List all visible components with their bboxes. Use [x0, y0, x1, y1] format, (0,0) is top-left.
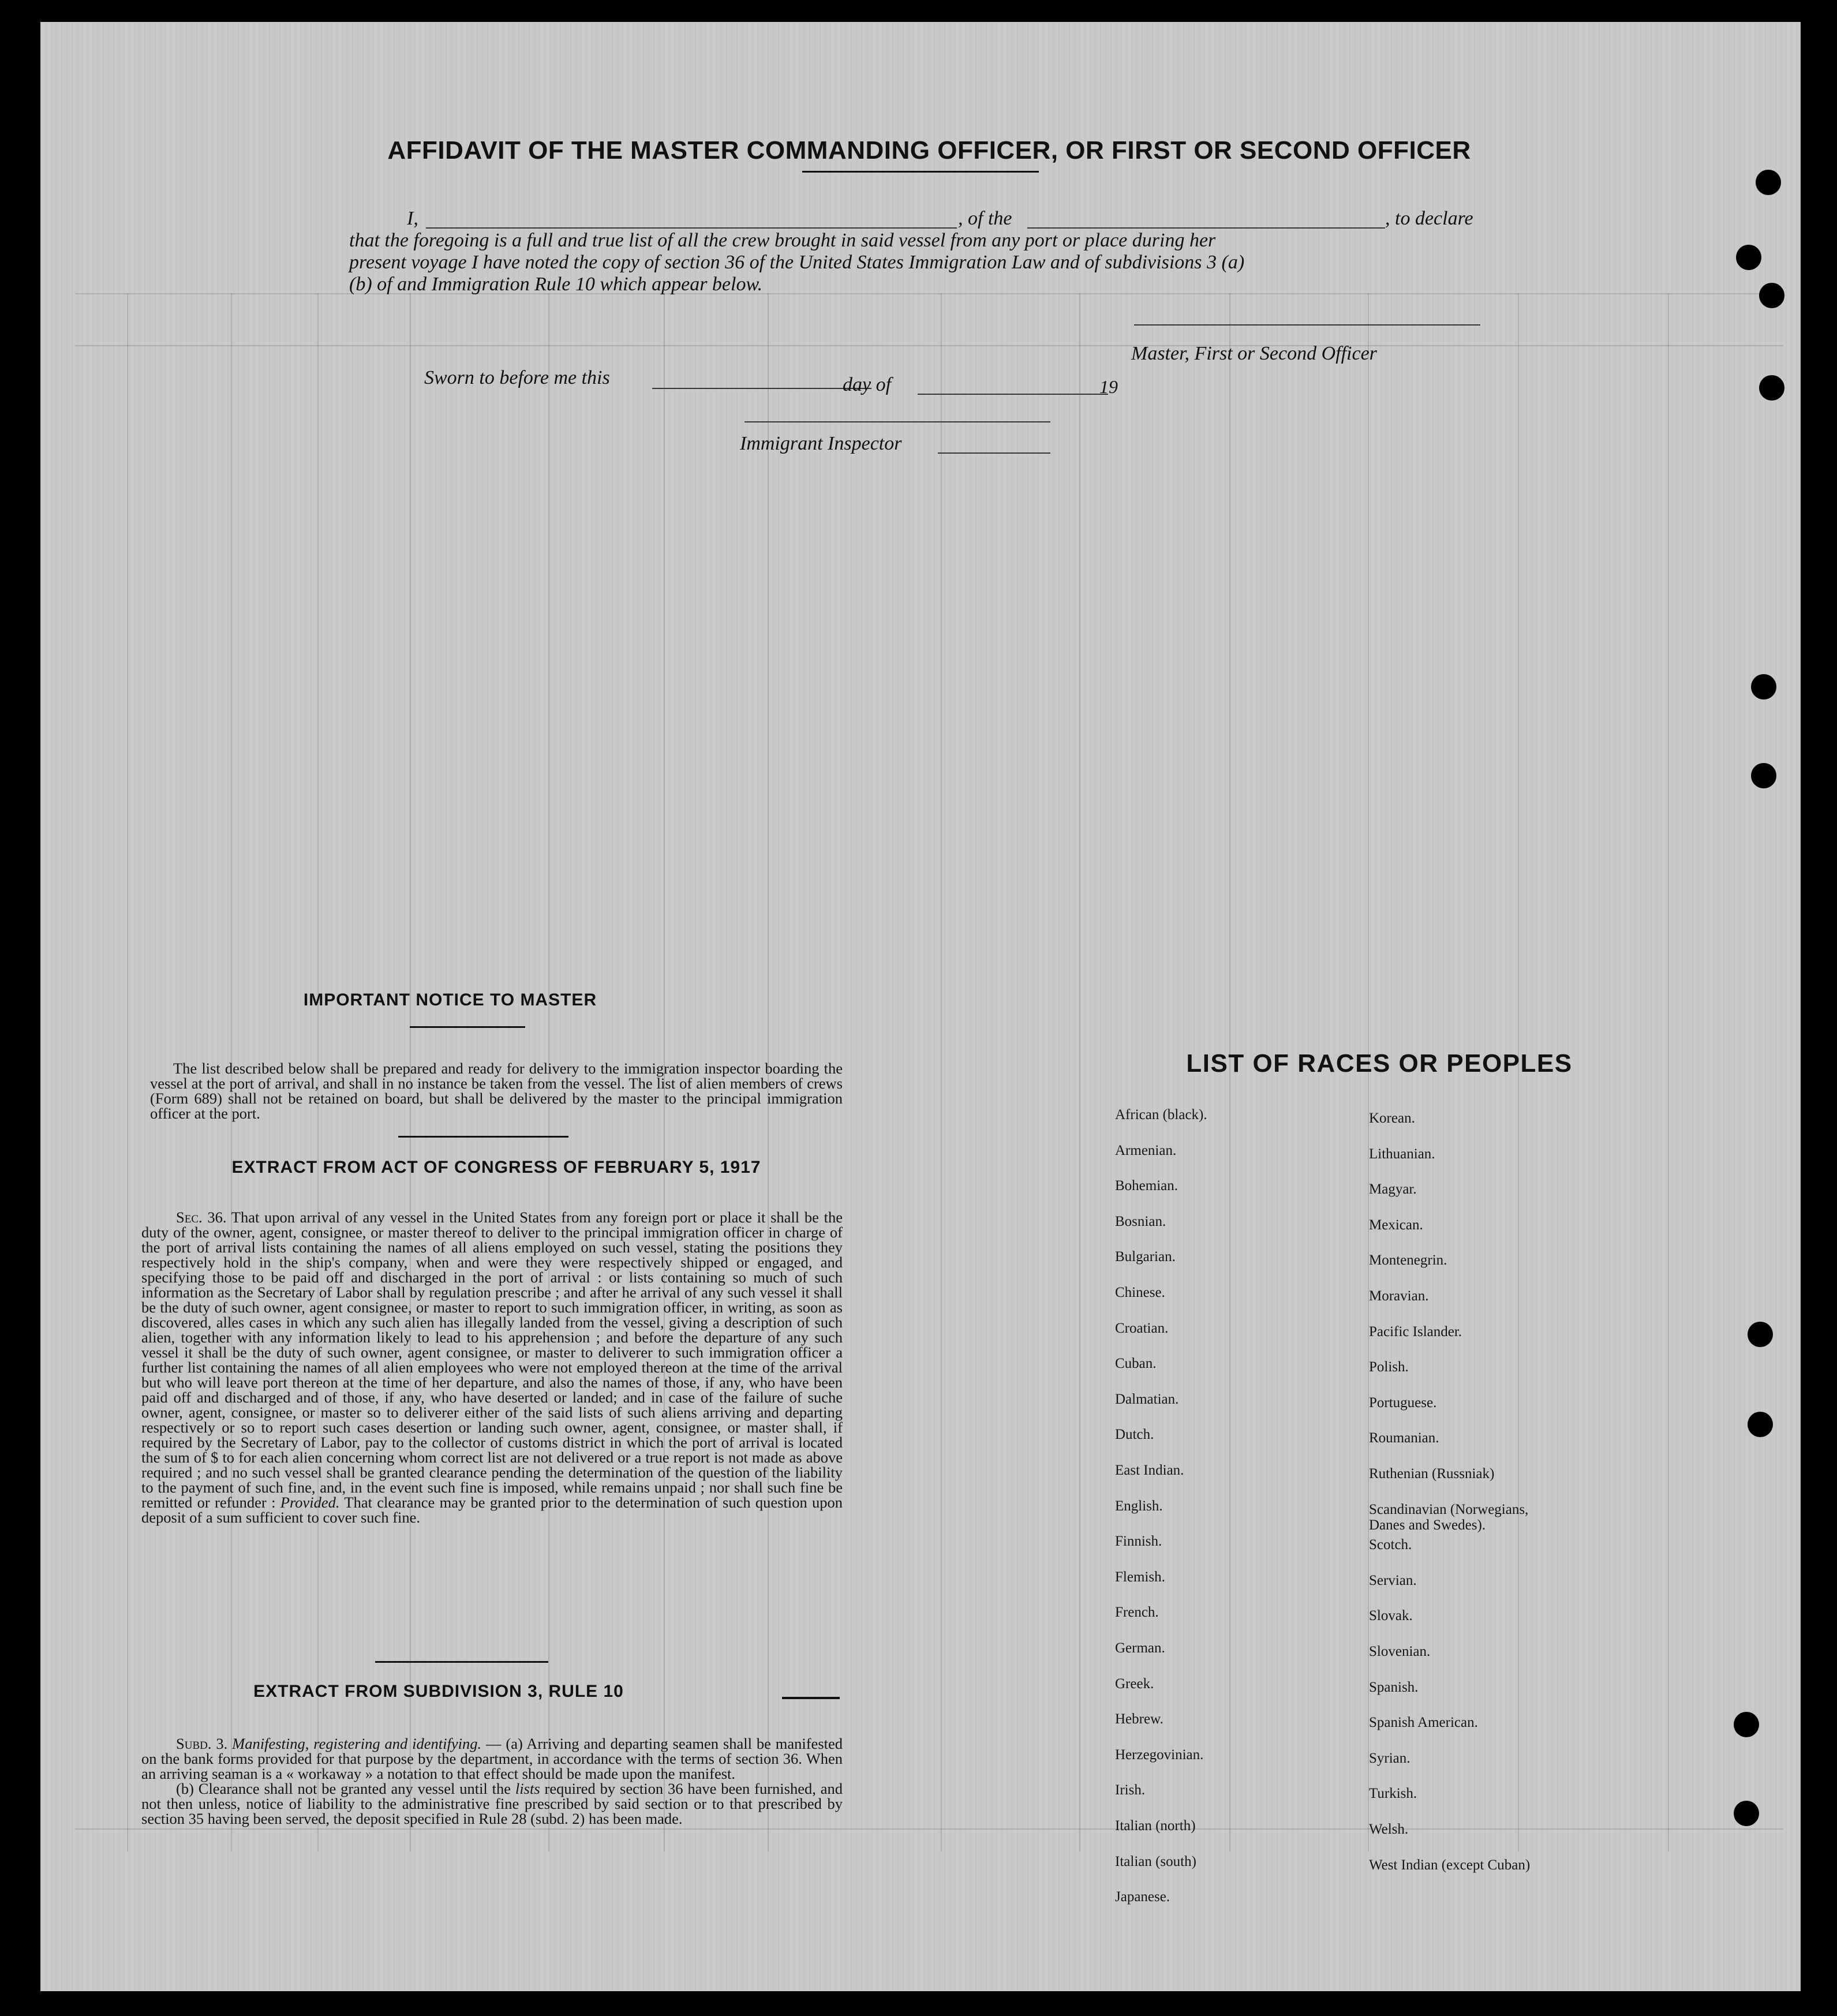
affidavit-line1-end: , to declare [1385, 208, 1473, 229]
race-item: Herzegovinian. [1115, 1746, 1204, 1763]
notice-text [150, 1061, 843, 1121]
ghost-rule [75, 293, 1783, 294]
rule-para-b-end: required by section 36 have been furnished, and not then unless, notice of liability to the administrative fine prescribed by said section or to that prescribed by section 35 having been served, the deposit specified in Rule 28 (subd. 2) has been made. [141, 1780, 843, 1827]
rule-para-b-start: (b) Clearance shall not be granted any vessel until the [176, 1780, 511, 1797]
notice-title: IMPORTANT NOTICE TO MASTER [303, 990, 597, 1009]
race-item: Japanese. [1115, 1889, 1170, 1905]
act-body: That upon arrival of any vessel in the United States from any foreign port or place it shall be the duty of the owner, agent, consignee, or master thereof to deliver to the principal immigration officer in charge of the port of arrival lists containing the names of all aliens employed on such vessel, stating the positions they respectively hold in the ship's company, when and were they were respectively shipped or engaged, and specifying those to be paid off and discharged in the port of arrival : or lists containing so much of such information as the Secretary of Labor shall by regulation prescribe ; and after he arrival of any such vessel it shall be the duty of such owner, agent consignee, or master to report to such immigration officer, in writing, as soon as discovered, alles cases in which any such alien has illegally landed from the vessel, giving a description of such alien, together with any information likely to lead to his apprehension ; and before the departure of any such vessel it shall be the duty of such owner, agent consignee, or master to deliverer to such immigration officer a further list containing the names of all alien employees who were not employed thereon at the time of the arrival but who will leave port thereon at the time of her departure, and also the names of those, if any, who have been paid off and discharged and of those, if any, who have deserted or landed; and in case of the failure of suche owner, agent, consignee, or master so to deliverer either of the said lists of such aliens arriving and departing respectively or so to report such cases desertion or landing such owner, agent, consignee, or master shall, if required by the Secretary of Labor, pay to the collector of customs district in which the port of arrival is located the sum of $ to for each alien concerning whom correct list are not delivered or a true report is not made as above required ; and no such vessel shall be granted clearance pending the determination of the question of the liability to the payment of such fine, and, in the event such fine is imposed, while remains unpaid ; nor shall such fine be remitted or refunder : [141, 1209, 843, 1511]
sworn-year: 19 [1099, 376, 1118, 397]
notice-underline [410, 1026, 525, 1028]
binder-hole [1748, 1412, 1773, 1437]
vessel-blank[interactable] [1027, 227, 1385, 229]
binder-hole [1759, 283, 1784, 308]
notice-paragraph: The list described below shall be prepared and ready for delivery to the immigration inspector boarding the vessel at the port of arrival, and shall in no instance be taken from the vessel. The list of alien members of crews (Form 689) shall not be retained on board, but shall be delivered by the master to the principal immigration officer at the port. [150, 1060, 843, 1122]
affidavit-line4: (b) of and Immigration Rule 10 which appear below. [349, 274, 763, 295]
rule-subd-heading: Manifesting, registering and identifying. [232, 1735, 482, 1752]
race-item: Magyar. [1369, 1181, 1417, 1198]
race-item: Danes and Swedes). [1369, 1517, 1486, 1533]
race-item: Greek. [1115, 1675, 1154, 1692]
races-title: LIST OF RACES OR PEOPLES [1186, 1049, 1573, 1078]
inspector-signature-blank[interactable] [744, 421, 1050, 422]
race-item: German. [1115, 1640, 1165, 1656]
race-item: Hebrew. [1115, 1711, 1163, 1727]
race-item: Dalmatian. [1115, 1391, 1179, 1407]
race-item: Flemish. [1115, 1569, 1165, 1585]
race-item: Armenian. [1115, 1142, 1177, 1158]
race-item: Cuban. [1115, 1356, 1157, 1372]
race-item: Finnish. [1115, 1533, 1162, 1550]
race-item: Bosnian. [1115, 1213, 1166, 1229]
sworn-prefix: Sworn to before me this [424, 367, 610, 388]
race-item: Italian (south) [1115, 1853, 1196, 1869]
rule-text [141, 1736, 843, 1826]
title-underline [802, 171, 1039, 173]
race-item: Italian (north) [1115, 1818, 1196, 1834]
affidavit-line1-mid: , of the [958, 208, 1012, 229]
race-item: Lithuanian. [1369, 1146, 1435, 1162]
race-item: Spanish American. [1369, 1715, 1478, 1731]
rule-para-a: — (a) Arriving and departing seamen shall be manifested on the bank forms provided for that purpose by the department, in accordance with the terms of section 36. When an arriving seaman is a « workaway » a notation to that effect should be made upon the manifest. [141, 1735, 843, 1782]
binder-hole [1734, 1712, 1759, 1737]
act-paragraph [141, 1210, 843, 1525]
race-item: Servian. [1369, 1572, 1417, 1588]
ghost-rule [75, 1828, 1783, 1830]
race-item: Ruthenian (Russniak) [1369, 1466, 1495, 1482]
signature-blank[interactable] [1134, 324, 1480, 326]
race-item: Chinese. [1115, 1285, 1165, 1300]
race-item: French. [1115, 1604, 1159, 1621]
race-item: Pacific Islander. [1369, 1323, 1462, 1340]
binder-hole [1751, 674, 1776, 700]
race-item: Korean. [1369, 1110, 1415, 1126]
rule-paragraph-b [141, 1781, 843, 1826]
race-item: Bohemian. [1115, 1178, 1178, 1194]
rule-para-b-lists: lists [515, 1780, 540, 1797]
binder-hole [1734, 1801, 1759, 1826]
race-item: West Indian (except Cuban) [1369, 1857, 1531, 1873]
race-item: African (black). [1115, 1107, 1207, 1123]
race-item: Welsh. [1369, 1821, 1409, 1837]
race-item: Dutch. [1115, 1427, 1154, 1443]
binder-hole [1756, 170, 1781, 195]
rule-subd-label: Subd. 3. [176, 1735, 228, 1752]
sworn-date-blank[interactable] [652, 388, 871, 389]
ghost-rule [75, 345, 1783, 346]
race-item: Roumanian. [1369, 1430, 1439, 1446]
race-item: Irish. [1115, 1782, 1146, 1798]
race-item: Montenegrin. [1369, 1252, 1447, 1269]
affidavit-line2: that the foregoing is a full and true list of all the crew brought in said vessel from any port or place during her [349, 230, 1216, 251]
rule-paragraph-a [141, 1736, 843, 1781]
race-item: Scandinavian (Norwegians, [1369, 1501, 1529, 1517]
signature-label: Master, First or Second Officer [1131, 343, 1377, 364]
race-item: Portuguese. [1369, 1394, 1437, 1411]
binder-hole [1748, 1322, 1773, 1347]
act-provided: Provided. [280, 1494, 340, 1511]
name-blank[interactable] [426, 227, 957, 229]
race-item: Moravian. [1369, 1288, 1429, 1304]
act-section-label: Sec. 36. [176, 1209, 227, 1226]
race-item: Scotch. [1369, 1537, 1412, 1553]
race-item: Slovak. [1369, 1608, 1413, 1624]
document-page [40, 22, 1801, 1991]
affidavit-line1-start: I, [407, 208, 418, 229]
ghost-rule [941, 293, 942, 1852]
race-item: Polish. [1369, 1359, 1409, 1375]
rule-title: EXTRACT FROM SUBDIVISION 3, RULE 10 [253, 1682, 624, 1701]
ghost-rule [1079, 293, 1080, 1852]
race-item: Slovenian. [1369, 1644, 1431, 1659]
race-item: Syrian. [1369, 1750, 1411, 1766]
race-item: Bulgarian. [1115, 1249, 1176, 1265]
race-item: Croatian. [1115, 1320, 1169, 1336]
ghost-rule [127, 293, 128, 1852]
act-end-rule [375, 1661, 548, 1663]
inspector-label: Immigrant Inspector [740, 433, 902, 454]
binder-hole [1736, 245, 1761, 270]
sworn-month-blank[interactable] [918, 394, 1108, 395]
act-title: EXTRACT FROM ACT OF CONGRESS OF FEBRUARY 5, 1917 [231, 1158, 761, 1177]
race-item: Spanish. [1369, 1679, 1419, 1695]
affidavit-title: AFFIDAVIT OF THE MASTER COMMANDING OFFICER, OR FIRST OR SECOND OFFICER [387, 136, 1471, 164]
race-item: East Indian. [1115, 1463, 1184, 1478]
act-text [141, 1210, 843, 1525]
affidavit-line3: present voyage I have noted the copy of section 36 of the United States Immigration Law and of subdivisions 3 (a) [349, 252, 1245, 273]
notice-end-rule [398, 1136, 568, 1138]
binder-hole [1759, 375, 1784, 401]
binder-hole [1751, 763, 1776, 788]
race-item: Turkish. [1369, 1786, 1417, 1802]
race-item: English. [1115, 1498, 1163, 1514]
sworn-day-of: day of [843, 374, 892, 395]
rule-mark [782, 1697, 840, 1699]
ghost-rule [1668, 293, 1669, 1852]
act-body-end: That clearance may be granted prior to the determination of such question upon deposit of a sum sufficient to cover such fine. [141, 1494, 843, 1526]
inspector-name-blank[interactable] [938, 452, 1050, 454]
race-item: Mexican. [1369, 1217, 1423, 1233]
